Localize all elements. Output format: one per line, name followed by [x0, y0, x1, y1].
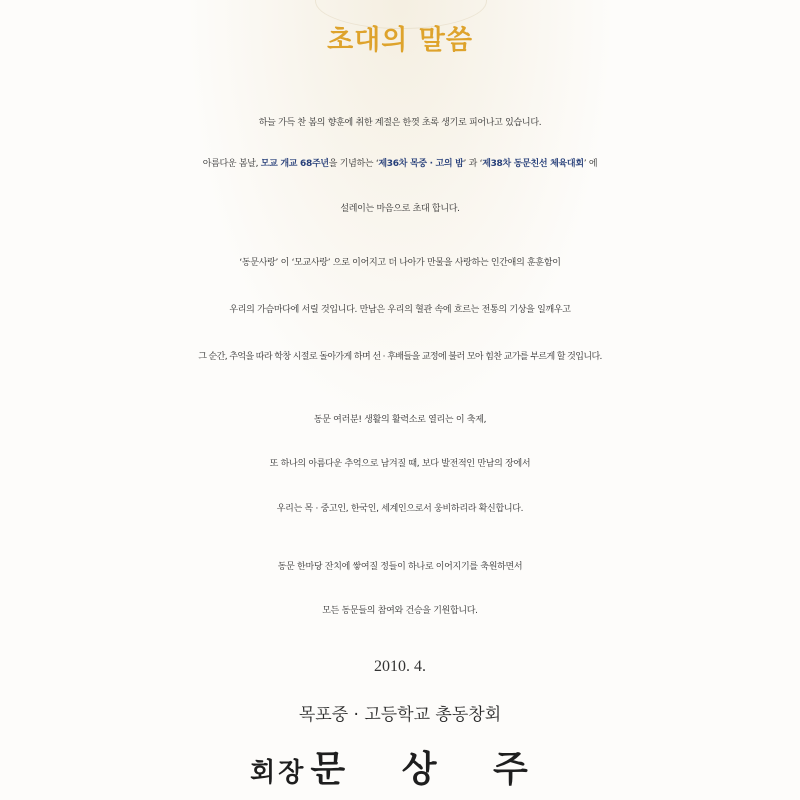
paragraph-1-line-2: [0, 154, 800, 174]
text-segment: ‘동문사랑’ 이 ‘모교사랑’ 으로 이어지고 더 나아가 만물을 사랑하는 인간애의 훈훈함이: [239, 258, 561, 268]
text-segment: ’ 과 ‘: [463, 159, 483, 169]
paragraph-3-line-1: [0, 410, 800, 430]
paragraph-2-line-2: [0, 300, 800, 320]
date: 2010. 4.: [374, 658, 426, 675]
paragraph-1-line-3: [0, 199, 800, 219]
highlight-anniversary: 모교 개교 68주년: [260, 159, 329, 169]
page-title: 초대의 말씀: [327, 25, 473, 56]
paragraph-3-line-2: [0, 454, 800, 474]
text-segment: ’ 에: [583, 159, 598, 169]
text-segment: 동문 여러분! 생활의 활력소로 열리는 이 축제,: [313, 415, 487, 425]
text-segment: 하늘 가득 찬 봄의 향훈에 취한 계절은 한껏 초록 생기로 피어나고 있습니다.: [258, 118, 542, 128]
paragraph-2-line-3: [0, 347, 800, 367]
text-segment: 을 기념하는 ‘: [328, 159, 379, 169]
paragraph-2-line-1: [0, 253, 800, 273]
paragraph-4-line-2: [0, 601, 800, 621]
text-segment: 우리는 목 · 중고인, 한국인, 세계인으로서 웅비하리라 확신합니다.: [276, 504, 524, 514]
text-segment: 설레이는 마음으로 초대 합니다.: [340, 204, 460, 214]
paragraph-4-line-1: [0, 557, 800, 577]
paragraph-1-line-1: [0, 113, 800, 133]
signature-name: 문 상 주: [310, 749, 550, 790]
text-segment: 모든 동문들의 참여와 건승을 기원합니다.: [322, 606, 478, 616]
text-segment: 동문 한마당 잔치에 쌓여질 정들이 하나로 이어지기를 축원하면서: [277, 562, 523, 572]
text-segment: 아름다운 봄날,: [202, 159, 261, 169]
signature-block: [0, 748, 800, 798]
text-segment: 또 하나의 아름다운 추억으로 남겨질 때, 보다 발전적인 만남의 장에서: [269, 459, 531, 469]
text-segment: 그 순간, 추억을 따라 학창 시절로 돌아가게 하며 선 · 후배들을 교정에 불러 모아 힘찬 교가를 부르게 할 것입니다.: [198, 352, 602, 362]
highlight-sports-event: 제38차 동문친선 체육대회: [482, 159, 584, 169]
organization-name: 목포중 · 고등학교 총동창회: [298, 705, 502, 725]
signature-role: 회장: [250, 758, 307, 788]
text-segment: 우리의 가슴마다에 서릴 것입니다. 만남은 우리의 혈관 속에 흐르는 전통의 기상을 일깨우고: [229, 305, 571, 315]
paragraph-3-line-3: [0, 499, 800, 519]
highlight-night-event: 제36차 목중 · 고의 밤: [378, 159, 464, 169]
